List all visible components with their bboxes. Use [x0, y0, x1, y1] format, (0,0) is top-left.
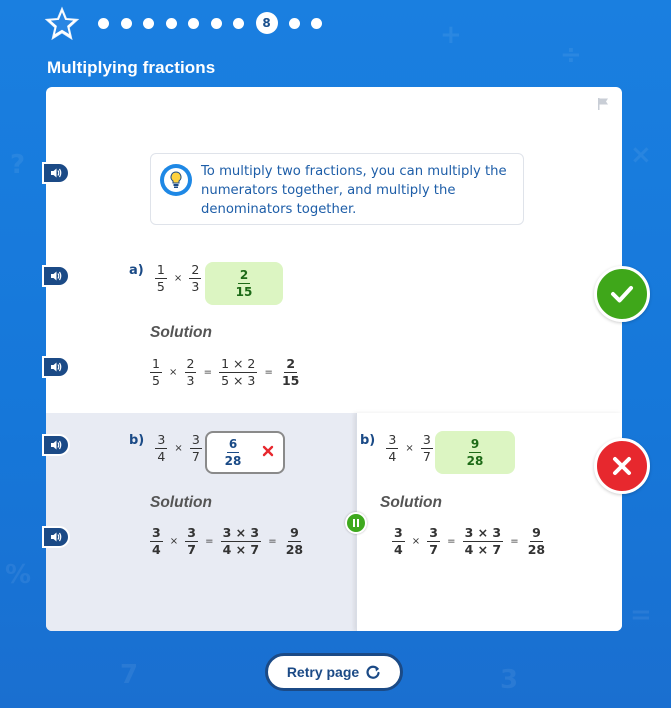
read-aloud-solution-a-button[interactable]: [42, 356, 70, 378]
speaker-icon: [49, 530, 63, 544]
answer-input-b[interactable]: [205, 431, 285, 474]
correct-status-badge: [594, 266, 650, 322]
progress-dot[interactable]: [311, 18, 322, 29]
question-label: b): [360, 433, 376, 448]
star-icon: [44, 5, 80, 41]
progress-indicator: [44, 6, 334, 40]
current-page-indicator[interactable]: 8: [256, 12, 278, 34]
retry-page-button[interactable]: [265, 653, 403, 691]
read-aloud-hint-button[interactable]: [42, 162, 70, 184]
answer-fraction: $\frac{9}{28}$: [466, 437, 484, 468]
progress-dot[interactable]: [211, 18, 222, 29]
solution-label: Solution: [150, 494, 212, 511]
hint-box: [150, 153, 524, 225]
progress-dot[interactable]: [289, 18, 300, 29]
answer-input-a[interactable]: [205, 262, 283, 305]
question-b-correct-expression: b) $\frac{3}{4}$ × $\frac{3}{7}$: [360, 432, 431, 464]
progress-dot[interactable]: [143, 18, 154, 29]
fraction: $\frac{9}{28}$: [285, 525, 304, 557]
speaker-icon: [49, 360, 63, 374]
fraction: $\frac{3}{7}$: [187, 525, 196, 557]
read-aloud-solution-b-button[interactable]: [42, 526, 70, 548]
fraction: $\frac{3}{4}$: [388, 432, 397, 464]
question-b-expression: b) $\frac{3}{4}$ × $\frac{3}{7}$: [129, 432, 200, 464]
fraction: $\frac{3 \times 3}{4 \times 7}$: [222, 525, 260, 557]
correct-answer-b: [435, 431, 515, 474]
lightbulb-icon: [159, 163, 193, 197]
solution-b-expression: $\frac{3}{4}$ × $\frac{3}{7}$ = $\frac{3 \times 3}{4 \times 7}$ = $\frac{9}{28}$: [152, 525, 304, 557]
refresh-icon: [365, 664, 381, 680]
progress-dot[interactable]: [121, 18, 132, 29]
progress-dot[interactable]: [98, 18, 109, 29]
speaker-icon: [49, 438, 63, 452]
incorrect-status-badge: [594, 438, 650, 494]
fraction: $\frac{1 \times 2}{5 \times 3}$: [221, 356, 256, 388]
answer-fraction: $\frac{6}{28}$: [224, 437, 242, 468]
compare-slider-handle[interactable]: [345, 512, 367, 534]
fraction: $\frac{2}{3}$: [191, 262, 200, 294]
speaker-icon: [49, 269, 63, 283]
progress-dot[interactable]: [166, 18, 177, 29]
fraction: $\frac{3}{4}$: [394, 525, 403, 557]
incorrect-x-icon: [262, 445, 274, 457]
solution-label: Solution: [150, 324, 212, 341]
question-card: [46, 87, 622, 631]
read-aloud-question-a-button[interactable]: [42, 265, 70, 287]
progress-dot[interactable]: [233, 18, 244, 29]
solution-label: Solution: [380, 494, 442, 511]
fraction: $\frac{2}{3}$: [186, 356, 195, 388]
fraction: $\frac{3}{7}$: [429, 525, 438, 557]
background-pattern: + ÷ ? × % = 7 3: [5, 20, 652, 695]
fraction: $\frac{1}{5}$: [156, 262, 165, 294]
cross-icon: [608, 452, 636, 480]
checkmark-icon: [608, 280, 636, 308]
fraction: $\frac{3}{4}$: [152, 525, 161, 557]
read-aloud-question-b-button[interactable]: [42, 434, 70, 456]
fraction: $\frac{3}{7}$: [422, 432, 431, 464]
fraction: $\frac{1}{5}$: [152, 356, 160, 388]
page-title: Multiplying fractions: [47, 58, 216, 77]
solution-b-correct-expression: $\frac{3}{4}$ × $\frac{3}{7}$ = $\frac{3 \times 3}{4 \times 7}$ = $\frac{9}{28}$: [394, 525, 546, 557]
fraction: $\frac{3}{7}$: [191, 432, 200, 464]
fraction: $\frac{9}{28}$: [527, 525, 546, 557]
flag-icon[interactable]: [596, 97, 610, 111]
retry-button-label: Retry page: [286, 664, 360, 680]
question-label: b): [129, 433, 145, 448]
speaker-icon: [49, 166, 63, 180]
fraction: $\frac{3}{4}$: [157, 432, 166, 464]
progress-dot[interactable]: [188, 18, 199, 29]
answer-fraction: $\frac{2}{15}$: [235, 268, 253, 299]
fraction: $\frac{2}{15}$: [281, 356, 300, 388]
question-a-expression: a) $\frac{1}{5}$ × $\frac{2}{3}$: [129, 262, 200, 294]
hint-text: To multiply two fractions, you can multiply the numerators together, and multiply the denominators together.: [201, 164, 507, 217]
fraction: $\frac{3 \times 3}{4 \times 7}$: [464, 525, 502, 557]
pause-icon-bar: [357, 519, 359, 527]
solution-a-expression: $\frac{1}{5}$ × $\frac{2}{3}$ = $\frac{1 \times 2}{5 \times 3}$ = $\frac{2}{15}$: [152, 356, 300, 388]
question-label: a): [129, 263, 144, 278]
pause-icon-bar: [353, 519, 355, 527]
